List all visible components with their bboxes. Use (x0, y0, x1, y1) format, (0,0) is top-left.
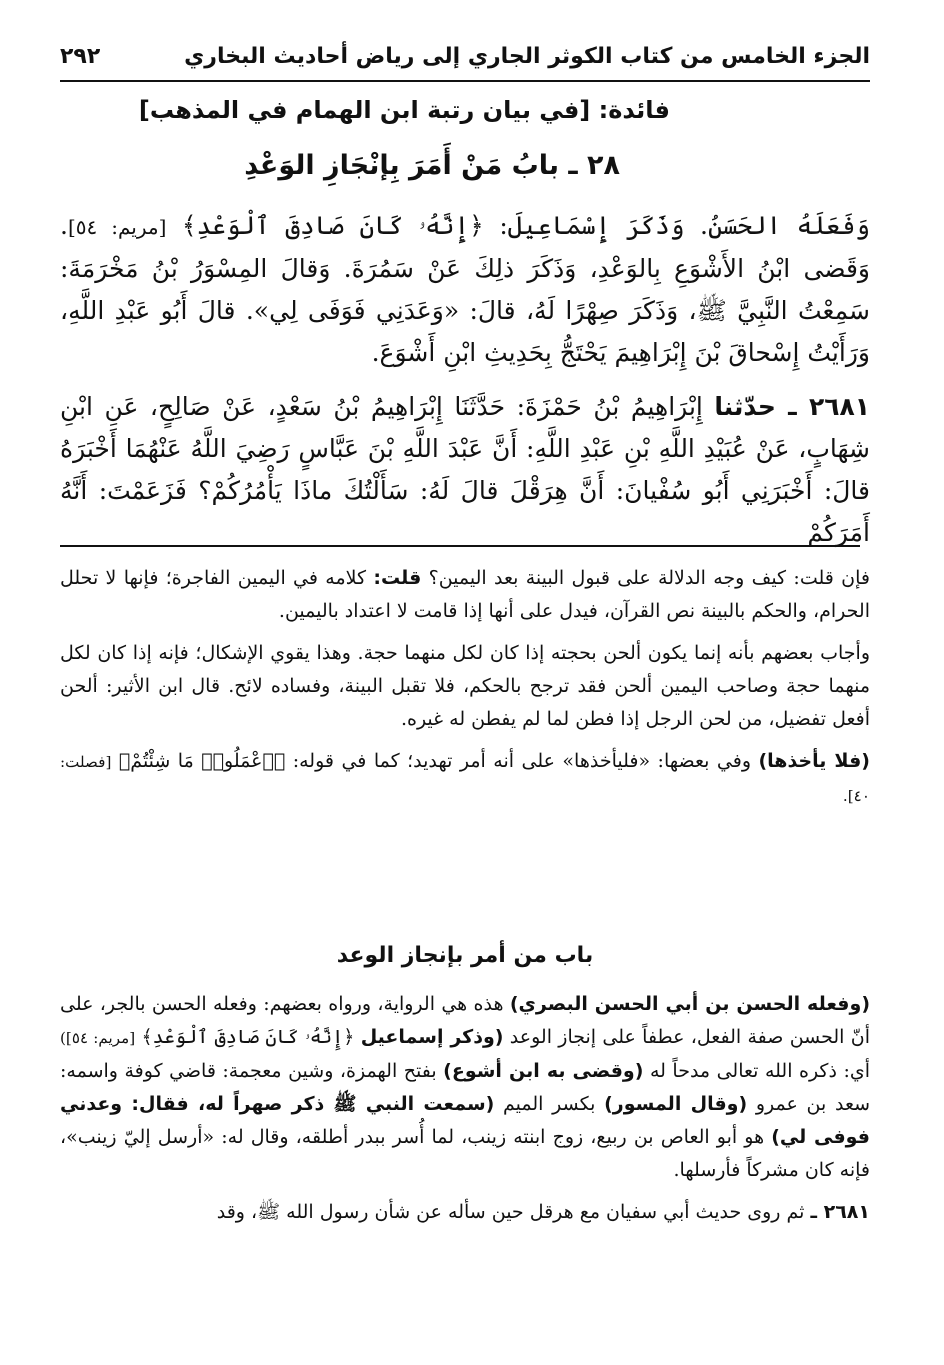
footnote-divider (60, 545, 860, 547)
commentary-block-2 (60, 988, 870, 1238)
c1-text-b: كلامه في اليمين الفاجرة؛ فإنها لا تحلل الحرام، والحكم بالبينة نص القرآن، فيدل على أنها إذا قامت لا اعتداد باليمين. (60, 567, 870, 622)
commentary-paragraph-5 (60, 1196, 870, 1229)
c5-text: ثم روى حديث أبي سفيان مع هرقل حين سأله عن شأن رسول الله ﷺ، وقد (216, 1201, 805, 1223)
c4-label-3: (وقضى به ابن أشوع) (443, 1060, 644, 1082)
c4-text-d: بفتح الهمزة، وشين معجمة: قاضي كوفة واسمه: سعد بن عمرو (60, 1060, 871, 1115)
page-header (60, 34, 870, 78)
c4-text-c: أي: ذكره الله تعالى مدحاً له (649, 1060, 870, 1082)
hadith-paragraph-2 (60, 386, 870, 554)
c4-label-2: (وذكر إسماعيل (360, 1026, 504, 1048)
c1-text-a: فإن قلت: كيف وجه الدلالة على قبول البينة بعد اليمين؟ (428, 567, 870, 589)
chapter-title: ٢٨ ـ بابُ مَنْ أَمَرَ بِإنْجَازِ الوَعْدِ (244, 150, 620, 181)
c3-label: (فلا يأخذها) (758, 750, 870, 772)
c1-label: قلت: (373, 567, 422, 589)
p1-text-a: وَفَعَلَهُ الحَسَنُ. وَذَكَرَ إِسْمَاعِيلَ: ﴿إِنَّهُۥ كَانَ صَادِقَ ٱلْوَعْدِ﴾ (181, 211, 870, 240)
page-number: ٢٩٢ (60, 43, 101, 69)
quran-ref-maryam: [مريم: ٥٤] (67, 215, 167, 239)
commentary-paragraph-3 (60, 745, 870, 813)
commentary-paragraph-2: وأجاب بعضهم بأنه إنما يكون ألحن بحجته إذا كان لكل منهما حجة. وهذا يقوي الإشكال؛ فإنه إذا كان لكل منهما حجة وصاحب اليمين ألحن فقد ترجح بالحكم، فلا تقبل البينة، وفساده لائح. قال ابن الأثير: ألحن أفعل تفضيل، من لحن الرجل إذا فطن لما لم يفطن له غيره. (60, 642, 870, 730)
commentary-block (60, 562, 870, 822)
c4-label-4: (وقال المسور) (604, 1093, 748, 1115)
hadith-paragraph-1 (60, 205, 870, 374)
commentary-paragraph-4 (60, 988, 870, 1187)
commentary-paragraph-1 (60, 562, 870, 628)
c4-text-f: هو أبو العاص بن ربيع، زوج ابنته زينب، لما أُسر ببدر أطلقه، وقال له: «أرسل إليّ زينب»، فإنه كان مشركاً فأرسلها. (60, 1126, 870, 1181)
c4-label-1: (وفعله الحسن بن أبي الحسن البصري) (509, 993, 870, 1015)
c3-text: وفي بعضها: «فليأخذها» على أنه أمر تهديد؛ كما في قوله: ﴿ٱعْمَلُوا۟ مَا شِئْتُمْ﴾ (118, 750, 751, 772)
c4-ref: [مريم: ٥٤]) (60, 1029, 136, 1047)
note-title: فائدة: [في بيان رتبة ابن الهمام في المذهب] (138, 96, 670, 124)
p2-text: إِبْرَاهِيمُ بْنُ حَمْزَةَ: حَدَّثَنَا إِبْرَاهِيمُ بْنُ سَعْدٍ، عَنْ صَالِحٍ، عَنِ ابْنِ شِهَابٍ، عَنْ عُبَيْدِ اللَّهِ بْنِ عَبْدِ اللَّهِ: أَنَّ عَبْدَ اللَّهِ بْنَ عَبَّاسٍ رَضِيَ اللَّهُ عَنْهُمَا أَخْبَرَهُ قالَ: أَخْبَرَنِي أَبُو سُفْيانَ: أَنَّ هِرَقْلَ قالَ لَهُ: سَأَلْتُكَ ماذَا يَأْمُرُكُمْ؟ فَزَعَمْتَ: أَنَّهُ أَمَرَكُمْ (60, 392, 870, 547)
header-rule (60, 80, 870, 82)
hadith-number-label: ٢٦٨١ ـ حدّثنا (714, 392, 870, 421)
quran-ref-fussilat: [فصلت: ٤٠]. (60, 753, 870, 805)
c5-label: ٢٦٨١ ـ (810, 1201, 870, 1223)
hadith-text (60, 205, 870, 566)
running-title: الجزء الخامس من كتاب الكوثر الجاري إلى رياض أحاديث البخاري (184, 43, 870, 69)
c4-text-a: هذه هي الرواية، ورواه بعضهم: وفعله الحسن بالجر، على أنّ الحسن صفة الفعل، عطفاً على إنجاز الوعد (60, 993, 870, 1048)
c4-text-e: بكسر الميم (503, 1093, 596, 1115)
c4-quran: ﴿إِنَّهُۥ كَانَ صَادِقَ ٱلْوَعْدِ﴾ (141, 1026, 355, 1048)
p1-text-b: . وَقَضى ابْنُ الأَشْوَعِ بِالوَعْدِ، وَذَكَرَ ذلِكَ عَنْ سَمُرَةَ. وَقالَ المِسْوَرُ بْنُ مَخْرَمَةَ: سَمِعْتُ النَّبِيَّ ﷺ، وَذَكَرَ صِهْرًا لَهُ، قالَ: «وَعَدَنِي فَوَفَى لِي». قالَ أَبُو عَبْدِ اللَّهِ، وَرَأَيْتُ إِسْحاقَ بْنَ إِبْرَاهِيمَ يَحْتَجُّ بِحَدِيثِ ابْنِ أَشْوَعَ. (60, 211, 870, 367)
section-title: باب من أمر بإنجاز الوعد (336, 943, 594, 968)
c4-label-5: (سمعت النبي ﷺ ذكر صهراً له، فقال: وعدني فوفى لي) (60, 1093, 870, 1148)
